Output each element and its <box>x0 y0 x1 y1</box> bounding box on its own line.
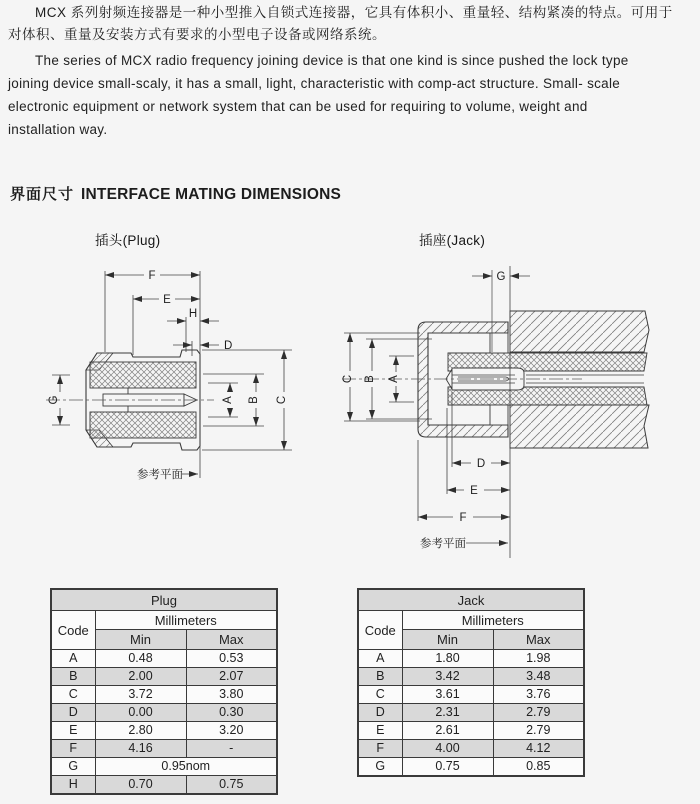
cell-max: 0.75 <box>186 776 277 795</box>
table-row <box>358 686 584 704</box>
table-row <box>51 758 277 776</box>
cell-min: 2.00 <box>95 668 186 686</box>
table-row <box>358 668 584 686</box>
cell-max: 4.12 <box>493 740 584 758</box>
cell-min: 3.61 <box>402 686 493 704</box>
jack-dim-label-a: A <box>388 375 400 383</box>
jack-dim-label-d: D <box>476 458 486 470</box>
cell-min: 1.80 <box>402 650 493 668</box>
cell-code: G <box>51 758 95 776</box>
plug-dim-label-c: C <box>276 395 288 405</box>
plug-table-title: Plug <box>51 589 277 611</box>
min-header: Min <box>95 630 186 650</box>
table-row <box>51 776 277 795</box>
plug-dim-label-a: A <box>222 396 234 404</box>
intro-paragraph-en <box>8 49 696 141</box>
cell-min: 0.00 <box>95 704 186 722</box>
table-row <box>51 740 277 758</box>
code-header: Code <box>358 611 402 650</box>
cell-max: 3.80 <box>186 686 277 704</box>
cell-min: 2.61 <box>402 722 493 740</box>
table-row <box>51 650 277 668</box>
plug-table <box>50 588 278 795</box>
cell-max: 1.98 <box>493 650 584 668</box>
jack-ref-plane-label: 参考平面 <box>420 538 466 550</box>
plug-dim-label-h: H <box>188 308 198 320</box>
section-title-zh: 界面尺寸 <box>10 186 75 203</box>
table-title-row <box>51 589 277 611</box>
table-row <box>51 668 277 686</box>
cell-min: 3.72 <box>95 686 186 704</box>
code-header: Code <box>51 611 95 650</box>
plug-diagram-svg <box>30 250 322 505</box>
plug-dim-label-e: E <box>163 294 171 306</box>
cell-code: F <box>358 740 402 758</box>
plug-dielectric-hatch-top <box>90 362 196 388</box>
cell-span-value: 0.95nom <box>95 758 277 776</box>
jack-dim-label-f: F <box>459 512 467 524</box>
cell-code: A <box>358 650 402 668</box>
jack-table <box>357 588 585 777</box>
jack-dielectric-step-top <box>490 333 508 353</box>
cell-max: 3.76 <box>493 686 584 704</box>
unit-header: Millimeters <box>402 611 584 630</box>
cell-code: E <box>358 722 402 740</box>
jack-dim-f <box>418 440 510 521</box>
plug-dim-label-g: G <box>48 395 60 405</box>
intro-zh-line: MCX 系列射频连接器是一种小型推入自锁式连接器，它具有体积小、重量轻、结构紧凑的特点。可用于 <box>35 5 673 20</box>
cell-code: B <box>51 668 95 686</box>
table-row <box>358 722 584 740</box>
cell-code: E <box>51 722 95 740</box>
cell-code: D <box>358 704 402 722</box>
cell-code: C <box>358 686 402 704</box>
jack-dielectric-step-bottom <box>490 405 508 425</box>
cell-min: 0.48 <box>95 650 186 668</box>
jack-caption: 插座(Jack) <box>419 233 486 248</box>
cell-min: 4.00 <box>402 740 493 758</box>
plug-dim-label-d: D <box>224 340 233 352</box>
cell-code: B <box>358 668 402 686</box>
cell-code: F <box>51 740 95 758</box>
cell-code: D <box>51 704 95 722</box>
cell-min: 0.70 <box>95 776 186 795</box>
jack-panel-block <box>510 311 649 448</box>
table-row <box>358 758 584 777</box>
intro-paragraph-zh <box>8 2 696 46</box>
table-title-row <box>358 589 584 611</box>
table-row <box>51 704 277 722</box>
intro-en-line: installation way. <box>8 122 108 137</box>
cell-min: 2.31 <box>402 704 493 722</box>
panel-hatch-top <box>510 311 649 352</box>
plug-dim-label-f: F <box>148 270 156 282</box>
unit-header: Millimeters <box>95 611 277 630</box>
cell-max: - <box>186 740 277 758</box>
table-row <box>51 686 277 704</box>
table-row <box>358 650 584 668</box>
plug-dielectric-hatch-bottom <box>90 412 196 438</box>
section-title-en: INTERFACE MATING DIMENSIONS <box>81 186 342 203</box>
intro-en-line: electronic equipment or network system that can be used for requiring to volume, weight and <box>8 99 588 114</box>
cell-code: A <box>51 650 95 668</box>
cell-max: 2.79 <box>493 704 584 722</box>
jack-dim-label-c: C <box>342 374 354 384</box>
cell-min: 4.16 <box>95 740 186 758</box>
jack-diagram-svg <box>330 250 700 572</box>
cell-code: H <box>51 776 95 795</box>
intro-en-line: The series of MCX radio frequency joining device is that one kind is since pushed the lock type <box>35 53 629 68</box>
jack-dim-c <box>344 333 420 421</box>
cell-code: C <box>51 686 95 704</box>
plug-ref-plane-label: 参考平面 <box>137 469 183 481</box>
cell-max: 0.53 <box>186 650 277 668</box>
cell-min: 3.42 <box>402 668 493 686</box>
cell-max: 2.07 <box>186 668 277 686</box>
plug-dim-h <box>167 317 219 352</box>
cell-min: 2.80 <box>95 722 186 740</box>
plug-caption: 插头(Plug) <box>95 233 161 248</box>
max-header: Max <box>493 630 584 650</box>
table-header-row <box>358 611 584 630</box>
cell-code: G <box>358 758 402 777</box>
table-row <box>358 704 584 722</box>
max-header: Max <box>186 630 277 650</box>
cell-min: 0.75 <box>402 758 493 777</box>
cell-max: 0.85 <box>493 758 584 777</box>
table-header-row <box>51 611 277 630</box>
cell-max: 3.20 <box>186 722 277 740</box>
table-row <box>51 722 277 740</box>
intro-zh-line: 对体积、重量及安装方式有要求的小型电子设备或网络系统。 <box>8 27 386 42</box>
plug-dim-label-b: B <box>248 396 260 404</box>
cell-max: 2.79 <box>493 722 584 740</box>
cell-max: 0.30 <box>186 704 277 722</box>
intro-en-line: joining device small-scaly, it has a small, light, characteristic with comp-act structure. Small- scale <box>8 76 621 91</box>
jack-dim-label-b: B <box>364 375 376 383</box>
panel-hatch-bottom <box>510 405 649 448</box>
section-title <box>10 183 341 204</box>
cell-max: 3.48 <box>493 668 584 686</box>
jack-dim-label-g: G <box>496 271 506 283</box>
min-header: Min <box>402 630 493 650</box>
jack-table-title: Jack <box>358 589 584 611</box>
jack-dim-label-e: E <box>470 485 478 497</box>
table-row <box>358 740 584 758</box>
